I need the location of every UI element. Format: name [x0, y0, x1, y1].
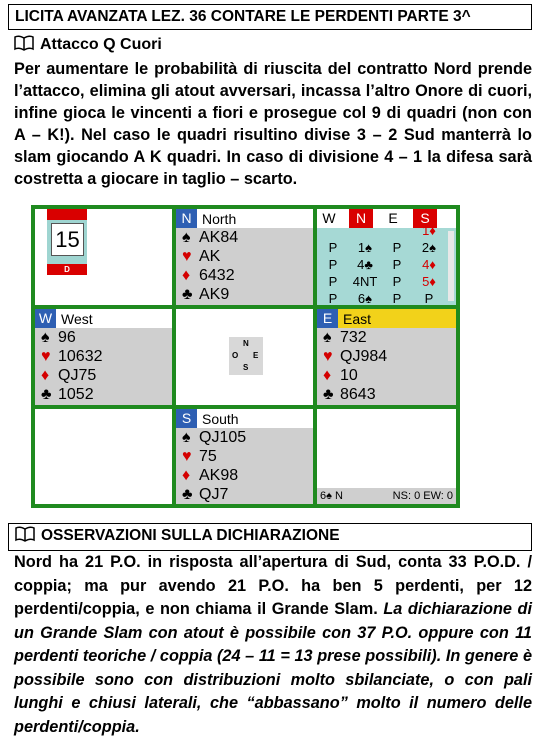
bid-head-e: E	[388, 210, 398, 226]
north-spades: ♠ AK84	[182, 229, 239, 246]
compass-n: N	[243, 339, 249, 348]
heart-icon: ♥	[323, 348, 333, 365]
west-cell	[35, 309, 172, 405]
club-icon: ♣	[182, 286, 193, 303]
bid-head-s: S	[413, 209, 437, 228]
compass-s: S	[243, 363, 249, 372]
south-hearts: ♥ 75	[182, 448, 217, 465]
table-center	[176, 309, 313, 405]
north-hearts: ♥ AK	[182, 248, 221, 265]
west-badge: W	[35, 309, 56, 328]
west-hand	[35, 309, 172, 405]
observations-italic-text: La dichiarazione di un Grande Slam con atout è possibile con 37 P.O. oppure con 11 perdenti teoriche / coppia (24 – 11 = 13 prese possibili). In genere è possibile sono con distribuzioni molto sbilanciate, o con pali lunghi e chiusi laterali, che “abbassano” molto il numero delle perdenti/coppia.	[14, 600, 532, 736]
spade-icon: ♠	[41, 329, 50, 346]
north-name: North	[202, 210, 237, 227]
west-clubs: ♣ 1052	[41, 386, 94, 403]
compass	[229, 337, 263, 375]
spade-icon: ♠	[323, 329, 332, 346]
south-badge: S	[176, 409, 197, 428]
diamond-icon: ♦	[182, 467, 191, 484]
north-clubs: ♣ AK9	[182, 286, 230, 303]
page-title: LICITA AVANZATA LEZ. 36 CONTARE LE PERDENTI PARTE 3^	[8, 4, 532, 30]
club-icon: ♣	[323, 386, 334, 403]
south-diamonds: ♦ AK98	[182, 467, 239, 484]
bid-row: P 4♣ P 4♦	[328, 257, 436, 272]
board-card	[47, 209, 87, 275]
bid-head-w: W	[322, 210, 336, 226]
club-icon: ♣	[182, 486, 193, 503]
diamond-icon: ♦	[182, 267, 191, 284]
south-hand	[176, 409, 313, 504]
east-hand	[317, 309, 456, 405]
compass-o: O	[232, 351, 239, 360]
diamond-icon: ♦	[41, 367, 50, 384]
north-hand	[176, 209, 313, 305]
bid-row: P 4NT P 5♦	[328, 274, 436, 289]
attack-paragraph: Per aumentare le probabilità di riuscita del contratto Nord prende l’attacco, elimina gli atout avversari, incassa l’altro Onore di cuori, infine gioca le vincenti a fiori e prosegue col 9 di quadri (non con A – K!). Nel caso le quadri risultino divise 3 – 2 Sud manterrà lo slam giocando A K quadri. In caso di divisione 4 – 1 la difesa sarà costretta a giocare in taglio – scarto.	[14, 60, 532, 188]
status-bar	[317, 488, 456, 504]
status-cell	[317, 409, 456, 504]
spade-icon: ♠	[182, 229, 191, 246]
south-spades: ♠ QJ105	[182, 429, 247, 446]
west-spades: ♠ 96	[41, 329, 76, 346]
north-badge: N	[176, 209, 197, 228]
bid-row: P 1♠ P 2♠	[328, 240, 437, 255]
board-number: 15	[51, 223, 84, 256]
east-cell	[317, 309, 456, 405]
bidding-cell	[317, 209, 456, 305]
south-clubs: ♣ QJ7	[182, 486, 229, 503]
board-info-cell	[35, 209, 172, 305]
attack-heading: Attacco Q Cuori	[14, 35, 162, 57]
bidding-scrollbar[interactable]	[448, 231, 454, 301]
east-badge: E	[317, 309, 338, 328]
east-name: East	[343, 310, 372, 327]
east-clubs: ♣ 8643	[323, 386, 376, 403]
score-label: NS: 0 EW: 0	[392, 490, 453, 502]
heart-icon: ♥	[182, 248, 192, 265]
west-diamonds: ♦ QJ75	[41, 367, 97, 384]
observations-paragraph	[14, 551, 532, 739]
book-icon	[15, 526, 35, 548]
contract-label: 6♠ N	[320, 490, 343, 502]
east-hearts: ♥ QJ984	[323, 348, 388, 365]
dealer-marker: D	[47, 264, 87, 275]
compass-e: E	[253, 351, 259, 360]
east-spades: ♠ 732	[323, 329, 367, 346]
book-icon	[14, 35, 34, 57]
south-cell	[176, 409, 313, 504]
north-cell	[176, 209, 313, 305]
east-diamonds: ♦ 10	[323, 367, 358, 384]
bid-row: P 6♠ P P	[328, 291, 434, 305]
deal-diagram	[31, 205, 460, 508]
observations-text: Nord ha 21 P.O. in risposta all’apertura di Sud, conta 33 P.O.D. / coppia; ma pur avendo 21 P.O. ha ben 5 perdenti, per 12 perdenti/coppia, e non chiama il Grande Slam.	[14, 553, 532, 618]
empty-cell	[35, 409, 172, 504]
heart-icon: ♥	[182, 448, 192, 465]
club-icon: ♣	[41, 386, 52, 403]
observations-heading: OSSERVAZIONI SULLA DICHIARAZIONE	[8, 523, 532, 551]
diamond-icon: ♦	[323, 367, 332, 384]
south-name: South	[202, 410, 239, 427]
west-hearts: ♥ 10632	[41, 348, 103, 365]
bidding-box	[317, 209, 456, 305]
north-diamonds: ♦ 6432	[182, 267, 235, 284]
spade-icon: ♠	[182, 429, 191, 446]
bid-row: 1♦	[422, 223, 436, 238]
bid-head-n: N	[349, 209, 373, 228]
heart-icon: ♥	[41, 348, 51, 365]
west-name: West	[61, 310, 93, 327]
